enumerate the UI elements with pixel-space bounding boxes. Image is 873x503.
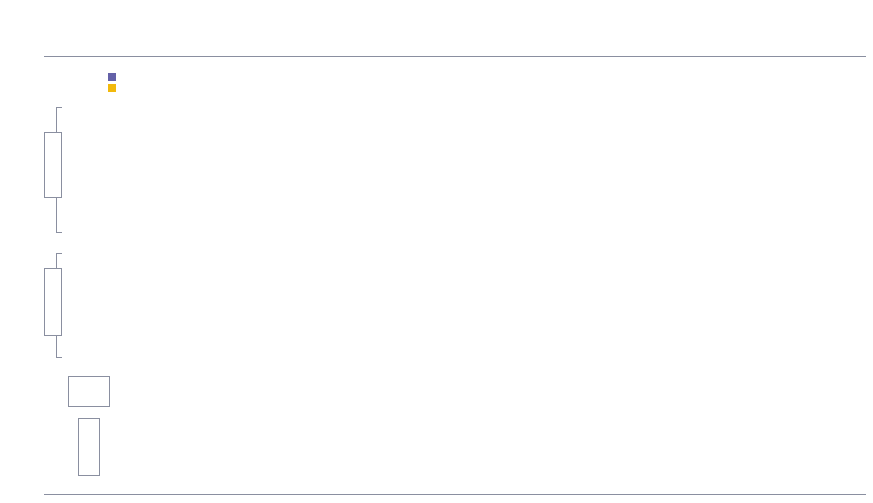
legend: [108, 72, 120, 94]
legend-developing: [108, 83, 120, 94]
released-swatch: [108, 73, 116, 81]
top-divider: [44, 56, 866, 57]
bracket-tick: [56, 357, 62, 358]
bracket-tick: [56, 232, 62, 233]
group-analog: [44, 268, 62, 336]
group-discrete: [68, 376, 110, 407]
bottom-divider: [44, 494, 866, 495]
group-digital: [44, 132, 62, 198]
bracket-tick: [56, 107, 62, 108]
developing-swatch: [108, 84, 116, 92]
bracket-tick: [56, 253, 62, 254]
legend-released: [108, 72, 120, 83]
group-downstream: [78, 418, 100, 476]
